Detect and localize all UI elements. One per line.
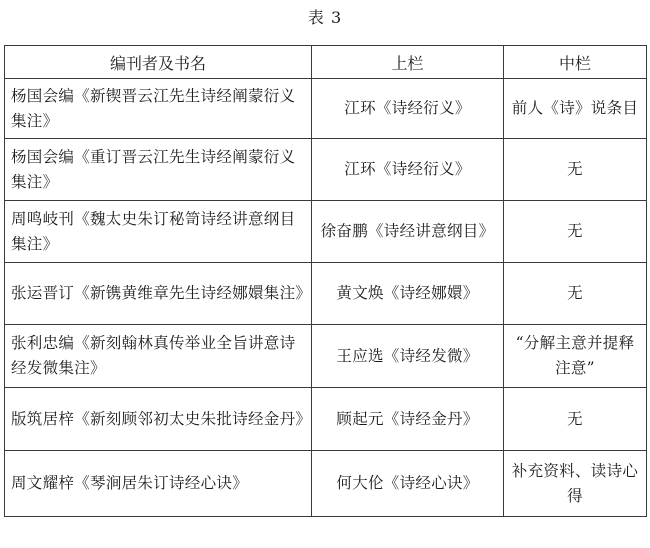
- table-row: [5, 325, 647, 388]
- cell-upper: 江环《诗经衍义》: [312, 79, 504, 139]
- cell-middle: “分解主意并提释注意”: [504, 325, 647, 388]
- cell-upper: 何大伦《诗经心诀》: [312, 451, 504, 517]
- cell-editor-title: 张利忠编《新刻翰林真传举业全旨讲意诗经发微集注》: [5, 325, 312, 388]
- header-middle-column: 中栏: [504, 46, 647, 79]
- cell-middle: 无: [504, 201, 647, 263]
- cell-upper: 江环《诗经衍义》: [312, 139, 504, 201]
- data-table: [4, 45, 647, 517]
- cell-middle: 前人《诗》说条目: [504, 79, 647, 139]
- table-row: [5, 201, 647, 263]
- header-upper-column: 上栏: [312, 46, 504, 79]
- cell-upper: 徐奋鹏《诗经讲意纲目》: [312, 201, 504, 263]
- table-header-row: [5, 46, 647, 79]
- header-editor-and-title: 编刊者及书名: [5, 46, 312, 79]
- cell-upper: 黄文焕《诗经娜嬛》: [312, 263, 504, 325]
- table-row: [5, 451, 647, 517]
- cell-editor-title: 张运晋订《新镌黄维章先生诗经娜嬛集注》: [5, 263, 312, 325]
- cell-upper: 顾起元《诗经金丹》: [312, 388, 504, 451]
- cell-middle: 无: [504, 263, 647, 325]
- cell-editor-title: 杨国会编《重订晋云江先生诗经阐蒙衍义集注》: [5, 139, 312, 201]
- cell-editor-title: 版筑居梓《新刻顾邻初太史朱批诗经金丹》: [5, 388, 312, 451]
- cell-editor-title: 周文耀梓《琴涧居朱订诗经心诀》: [5, 451, 312, 517]
- cell-middle: 补充资料、读诗心得: [504, 451, 647, 517]
- table-row: [5, 388, 647, 451]
- cell-editor-title: 周鸣岐刊《魏太史朱订秘笥诗经讲意纲目集注》: [5, 201, 312, 263]
- table-row: [5, 263, 647, 325]
- table-row: [5, 79, 647, 139]
- cell-middle: 无: [504, 139, 647, 201]
- cell-editor-title: 杨国会编《新锲晋云江先生诗经阐蒙衍义集注》: [5, 79, 312, 139]
- table-row: [5, 139, 647, 201]
- cell-middle: 无: [504, 388, 647, 451]
- table-caption: 表 3: [307, 8, 343, 27]
- cell-upper: 王应选《诗经发微》: [312, 325, 504, 388]
